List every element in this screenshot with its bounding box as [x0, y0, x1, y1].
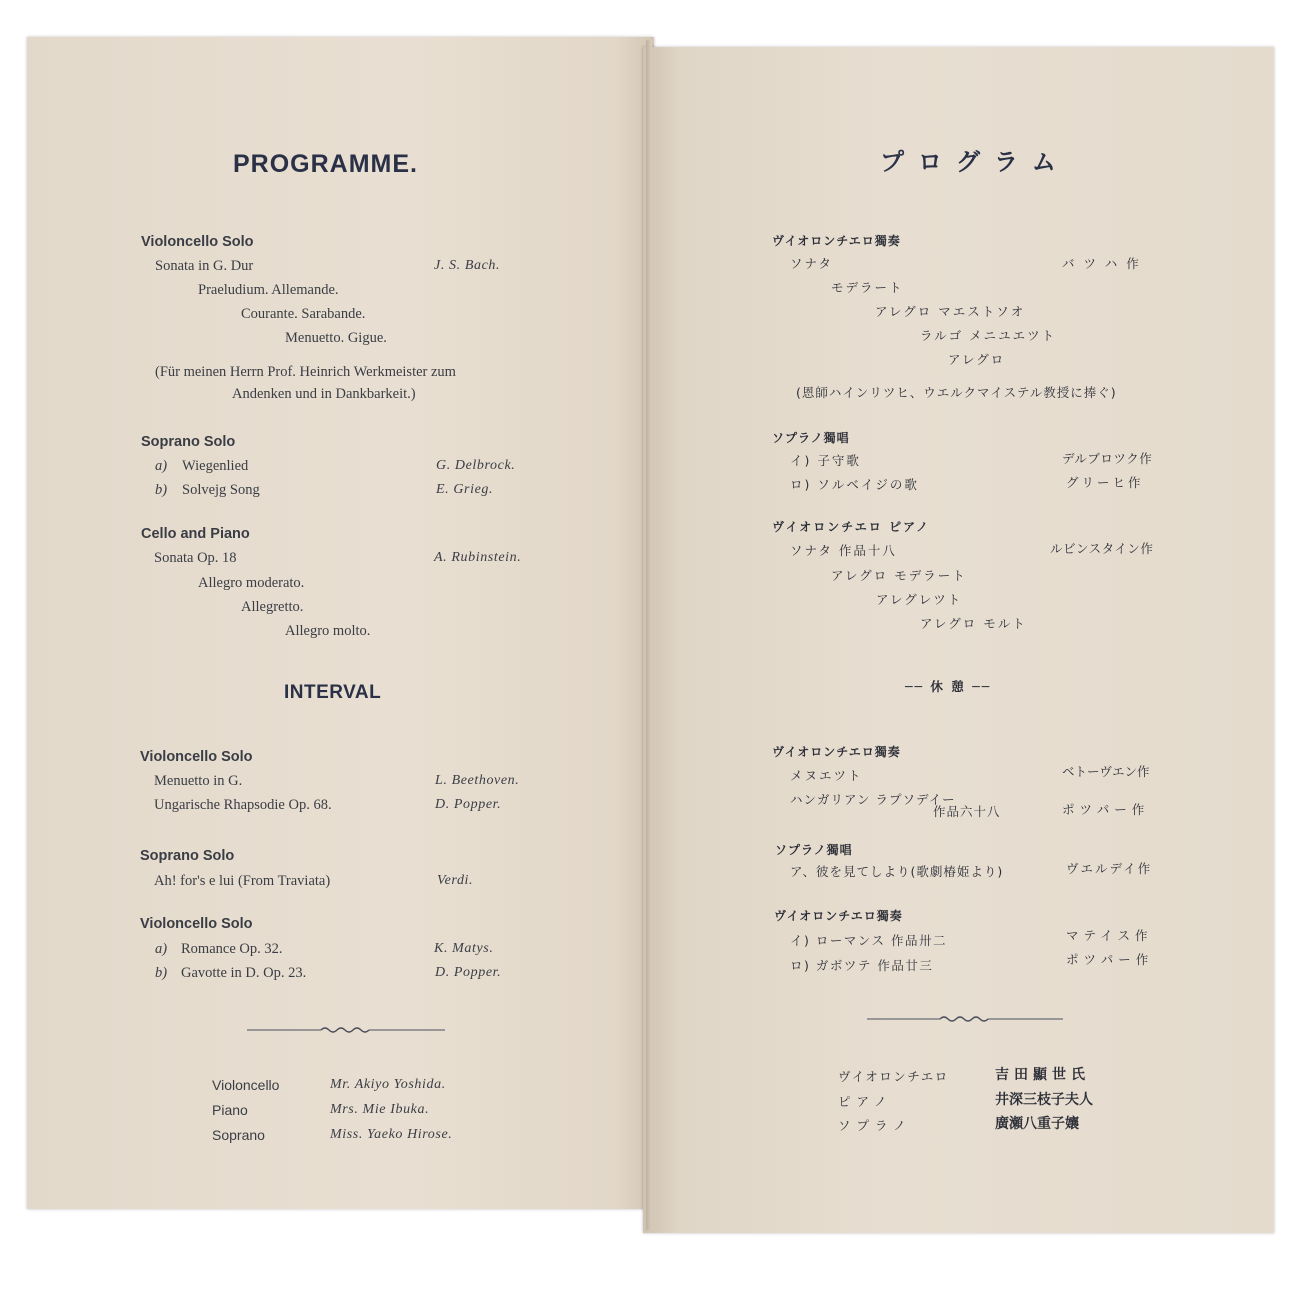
piece-title: Menuetto in G. — [154, 773, 243, 789]
piece-title-jp: ロ) ソルベイジの歌 — [790, 477, 919, 492]
composer-jp: ポツパー作 — [1066, 952, 1154, 967]
section-heading: Violoncello Solo — [140, 749, 253, 765]
composer: Verdi. — [437, 873, 474, 888]
composer-jp: デルブロツク作 — [1062, 451, 1153, 466]
composer: K. Matys. — [434, 941, 494, 956]
composer: J. S. Bach. — [434, 258, 501, 273]
section-heading: Soprano Solo — [140, 848, 235, 864]
piece-title: Gavotte in D. Op. 23. — [181, 965, 307, 981]
performer-name: Mr. Akiyo Yoshida. — [330, 1077, 446, 1092]
composer-jp: ルビンスタイン作 — [1050, 541, 1154, 556]
performer-instrument-jp: ピアノ — [838, 1094, 893, 1109]
ornamental-divider — [247, 1023, 445, 1037]
dedication-jp: (恩師ハインリツヒ、ウエルクマイステル教授に捧ぐ) — [796, 385, 1117, 400]
right-page — [643, 47, 1274, 1233]
section-heading: Cello and Piano — [141, 526, 250, 542]
movement-jp: アレグロ モルト — [920, 616, 1027, 631]
composer: D. Popper. — [435, 797, 502, 812]
movement: Allegro moderato. — [198, 575, 305, 591]
section-heading-jp: ヴイオロンチエロ ピアノ — [772, 520, 931, 534]
piece-title: Romance Op. 32. — [181, 941, 283, 957]
piece-title: Ah! for's e lui (From Traviata) — [154, 873, 331, 889]
piece-title: Solvejg Song — [182, 482, 260, 498]
performer-instrument: Violoncello — [212, 1077, 280, 1093]
piece-title: Ungarische Rhapsodie Op. 68. — [154, 797, 332, 813]
composer-jp: ポツパー作 — [1062, 802, 1150, 817]
movement: Praeludium. Allemande. — [198, 282, 339, 298]
performer-instrument-jp: ソプラノ — [838, 1118, 912, 1133]
composer-jp: ベトーヴエン作 — [1062, 764, 1150, 779]
movement-jp: アレグロ — [948, 352, 1006, 367]
piece-title-jp: ロ) ガボツテ 作品廿三 — [790, 958, 934, 973]
composer: E. Grieg. — [436, 482, 494, 497]
ornamental-divider — [867, 1012, 1063, 1026]
movement: Allegretto. — [241, 599, 304, 615]
composer-jp: バツハ作 — [1062, 256, 1148, 271]
piece-title-jp: イ) ローマンス 作品卅二 — [790, 933, 947, 948]
movement: Courante. Sarabande. — [241, 306, 366, 322]
piece-title-jp: ソナタ — [790, 256, 833, 271]
performer-instrument: Piano — [212, 1102, 248, 1118]
movement-jp: アレグロ マエストソオ — [875, 304, 1026, 319]
piece-title: Wiegenlied — [182, 458, 249, 474]
section-heading-jp: ソプラノ獨唱 — [772, 431, 850, 445]
booklet-spine — [646, 40, 652, 1230]
section-heading-jp: ヴイオロンチエロ獨奏 — [772, 745, 901, 759]
movement-jp: モデラート — [831, 280, 904, 295]
performer-name-jp: 廣瀬八重子孃 — [995, 1116, 1079, 1132]
piece-title-jp: ソナタ 作品十八 — [790, 543, 897, 558]
section-heading-jp: ソプラノ獨唱 — [775, 843, 853, 857]
section-heading: Violoncello Solo — [141, 234, 254, 250]
piece-title: Sonata Op. 18 — [154, 550, 237, 566]
section-heading-jp: ヴイオロンチエロ獨奏 — [772, 234, 901, 248]
composer: D. Popper. — [435, 965, 502, 980]
movement-jp: ラルゴ メニユエツト — [920, 328, 1057, 343]
movement-jp: アレグレツト — [876, 592, 963, 607]
item-mark: a) — [155, 941, 168, 957]
section-heading: Soprano Solo — [141, 434, 236, 450]
composer-jp: グリーヒ作 — [1066, 475, 1144, 490]
piece-title: Sonata in G. Dur — [155, 258, 254, 274]
piece-title-jp: ハンガリアン ラプソデイー — [790, 792, 956, 807]
dedication-line: (Für meinen Herrn Prof. Heinrich Werkmeister zum — [155, 364, 456, 380]
interval-heading: INTERVAL — [284, 682, 382, 703]
section-heading: Violoncello Solo — [140, 916, 253, 932]
section-heading-jp: ヴイオロンチエロ獨奏 — [774, 909, 903, 923]
movement: Menuetto. Gigue. — [285, 330, 387, 346]
item-mark: a) — [155, 458, 168, 474]
interval-heading-jp: ── 休 憩 ── — [905, 679, 992, 694]
movement-jp: アレグロ モデラート — [831, 568, 967, 583]
dedication-line: Andenken und in Dankbarkeit.) — [232, 386, 416, 402]
composer: L. Beethoven. — [435, 773, 520, 788]
item-mark: b) — [155, 965, 168, 981]
piece-opus-jp: 作品六十八 — [933, 804, 1001, 819]
composer: G. Delbrock. — [436, 458, 516, 473]
composer: A. Rubinstein. — [434, 550, 522, 565]
performer-name: Miss. Yaeko Hirose. — [330, 1127, 453, 1142]
performer-instrument: Soprano — [212, 1127, 265, 1143]
item-mark: b) — [155, 482, 168, 498]
programme-title: PROGRAMME. — [233, 150, 418, 178]
piece-title-jp: ア、彼を見てしより(歌劇椿姫より) — [790, 864, 1004, 879]
piece-title-jp: メヌエツト — [790, 768, 863, 783]
programme-title-jp: プログラム — [880, 148, 1070, 176]
movement: Allegro molto. — [285, 623, 371, 639]
performer-instrument-jp: ヴイオロンチエロ — [838, 1069, 949, 1084]
piece-title-jp: イ) 子守歌 — [790, 453, 861, 468]
composer-jp: ヴエルデイ作 — [1066, 861, 1153, 876]
performer-name: Mrs. Mie Ibuka. — [330, 1102, 430, 1117]
composer-jp: マテイス作 — [1066, 928, 1153, 943]
performer-name-jp: 吉田顯世氏 — [995, 1067, 1090, 1083]
performer-name-jp: 井深三枝子夫人 — [995, 1092, 1093, 1108]
